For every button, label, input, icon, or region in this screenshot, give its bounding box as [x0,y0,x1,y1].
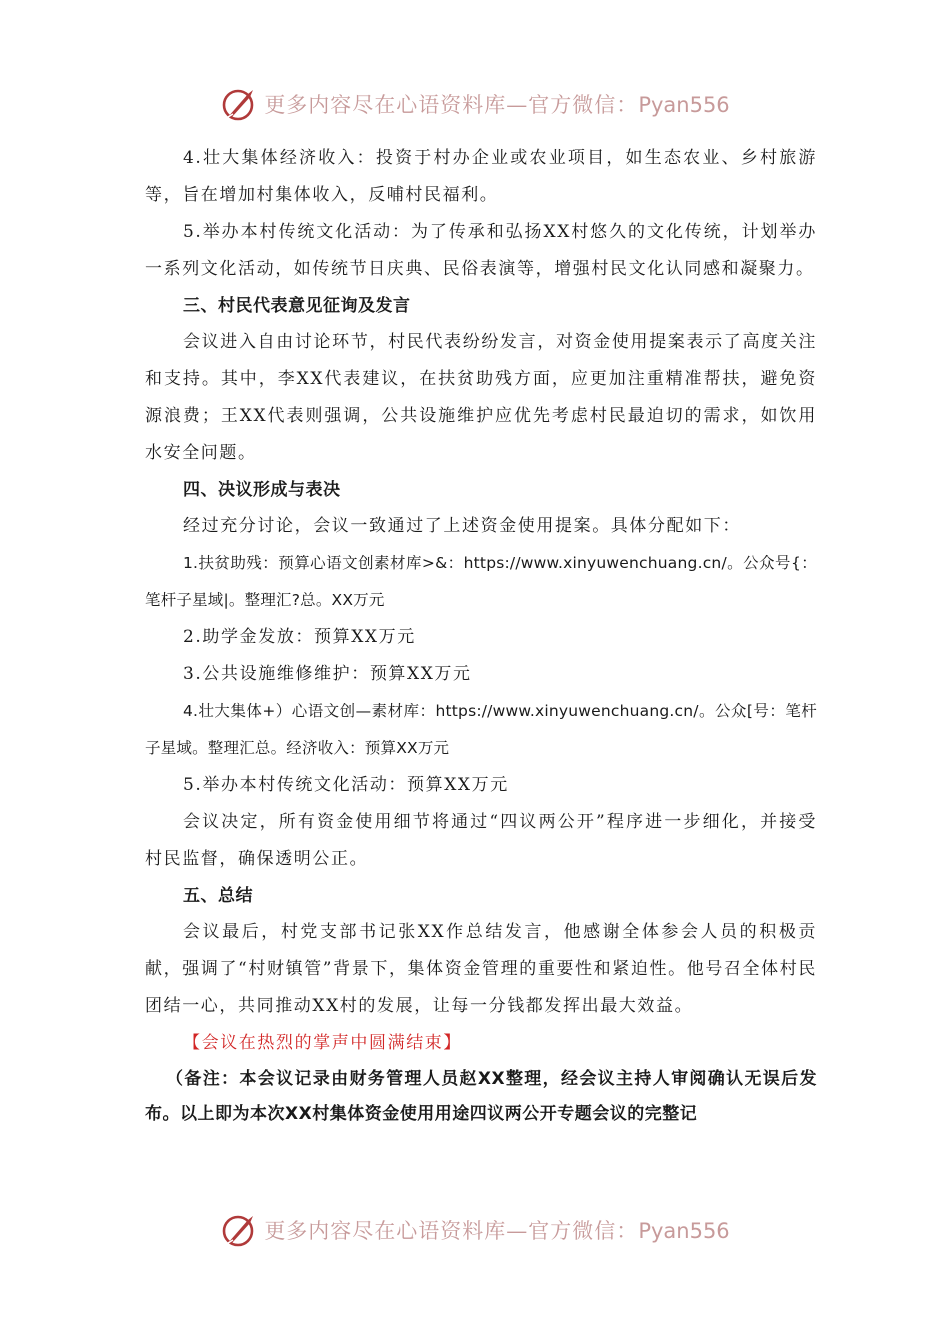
section-heading-5: 五、总结 [183,886,253,906]
allocation-item-5: 5.举办本村传统文化活动：预算XX万元 [183,775,509,795]
allocation-item-1: 1.扶贫助残：预算心语文创素材库>&：https://www.xinyuwenchuang.cn/。公众号{：笔杆子星域|。整理汇?总。XX万元 [145,554,817,609]
allocation-item-4: 4.壮大集体+）心语文创—素材库：https://www.xinyuwenchuang.cn/。公众[号：笔杆子星域。整理汇总。经济收入：预算XX万元 [145,702,817,757]
closing-line: 【会议在热烈的掌声中圆满结束】 [183,1033,462,1053]
paragraph-summary: 会议最后，村党支部书记张XX作总结发言，他感谢全体参会人员的积极贡献，强调了“村财镇管”背景下，集体资金管理的重要性和紧迫性。他号召全体村民团结一心，共同推动XX村的发展，让每一分钱都发挥出最大效益。 [145,922,817,1016]
pen-logo-icon [220,1210,260,1250]
allocation-item-2: 2.助学金发放：预算XX万元 [183,627,416,647]
section-heading-3: 三、村民代表意见征询及发言 [183,296,411,316]
paragraph-collective-income: 4.壮大集体经济收入：投资于村办企业或农业项目，如生态农业、乡村旅游等，旨在增加村集体收入，反哺村民福利。 [145,148,817,205]
paragraph-resolution: 经过充分讨论，会议一致通过了上述资金使用提案。具体分配如下： [183,516,741,536]
section-heading-4: 四、决议形成与表决 [183,480,341,500]
document-body [145,140,817,1132]
paragraph-culture-activities: 5.举办本村传统文化活动：为了传承和弘扬XX村悠久的文化传统，计划举办一系列文化活动，如传统节日庆典、民俗表演等，增强村民文化认同感和凝聚力。 [145,222,817,279]
footer-watermark-banner [0,1208,950,1252]
paragraph-discussion: 会议进入自由讨论环节，村民代表纷纷发言，对资金使用提案表示了高度关注和支持。其中，李XX代表建议，在扶贫助残方面，应更加注重精准帮扶，避免资源浪费；王XX代表则强调，公共设施维护应优先考虑村民最迫切的需求，如饮用水安全问题。 [145,332,817,463]
allocation-item-3: 3.公共设施维修维护：预算XX万元 [183,664,472,684]
pen-logo-icon [220,84,260,124]
header-watermark-banner [0,82,950,126]
paragraph-decision: 会议决定，所有资金使用细节将通过“四议两公开”程序进一步细化，并接受村民监督，确保透明公正。 [145,812,817,869]
banner-text: 更多内容尽在心语资料库—官方微信：Pyan556 [264,93,730,117]
banner-text: 更多内容尽在心语资料库—官方微信：Pyan556 [264,1219,730,1243]
remark-note: （备注：本会议记录由财务管理人员赵XX整理，经会议主持人审阅确认无误后发布。以上即为本次XX村集体资金使用用途四议两公开专题会议的完整记 [145,1069,817,1124]
